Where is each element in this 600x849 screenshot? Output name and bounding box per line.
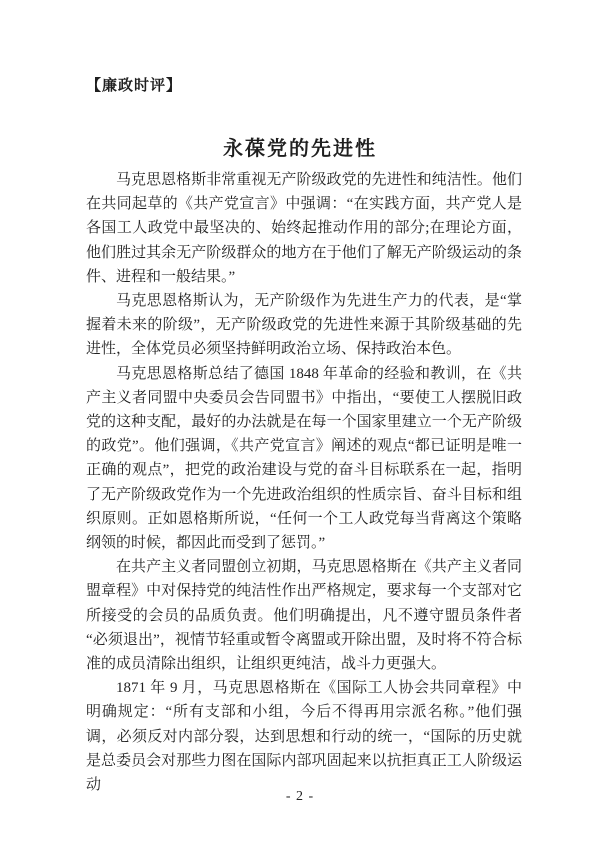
paragraph: 马克思恩格斯非常重视无产阶级政党的先进性和纯洁性。他们在共同起草的《共产党宣言》中强调：“在实践方面，共产党人是各国工人政党中最坚决的、始终起推动作用的部分;在理论方面，他们胜过其余无产阶级群众的地方在于他们了解无产阶级运动的条件、进程和一般结果。”: [86, 172, 522, 285]
paragraph: 1871 年 9 月，马克思恩格斯在《国际工人协会共同章程》中明确规定：“所有支部和小组，今后不得再用宗派名称。”他们强调，必须反对内部分裂，达到思想和行动的统一，“国际的历史就是总委员会对那些力图在国际内部巩固起来以抗拒真正工人阶级运动: [86, 680, 522, 794]
page-title: 永葆党的先进性: [223, 138, 377, 161]
document-body: [86, 168, 522, 797]
section-label: 【廉政时评】: [86, 78, 183, 94]
paragraph: 在共产主义者同盟创立初期，马克思恩格斯在《共产主义者同盟章程》中对保持党的纯洁性作出严格规定，要求每一个支部对它所接受的会员的品质负责。他们明确提出，凡不遵守盟员条件者“必须退出”，视情节轻重或暂令离盟或开除出盟，及时将不符合标准的成员清除出组织，让组织更纯洁，战斗力更强大。: [86, 559, 522, 673]
paragraph: 马克思恩格斯认为，无产阶级作为先进生产力的代表，是“掌握着未来的阶级”，无产阶级政党的先进性来源于其阶级基础的先进性，全体党员必须坚持鲜明政治立场、保持政治本色。: [86, 293, 522, 358]
page-number: - 2 -: [285, 789, 315, 804]
paragraph: 马克思恩格斯总结了德国 1848 年革命的经验和教训，在《共产主义者同盟中央委员会告同盟书》中指出，“要使工人摆脱旧政党的这种支配，最好的办法就是在每一个国家里建立一个无产阶级的政党”。他们强调，《共产党宣言》阐述的观点“都已证明是唯一正确的观点”，把党的政治建设与党的奋斗目标联系在一起，指明了无产阶级政党作为一个先进政治组织的性质宗旨、奋斗目标和组织原则。正如恩格斯所说，“任何一个工人政党每当背离这个策略纲领的时候，都因此而受到了惩罚。”: [86, 365, 522, 552]
